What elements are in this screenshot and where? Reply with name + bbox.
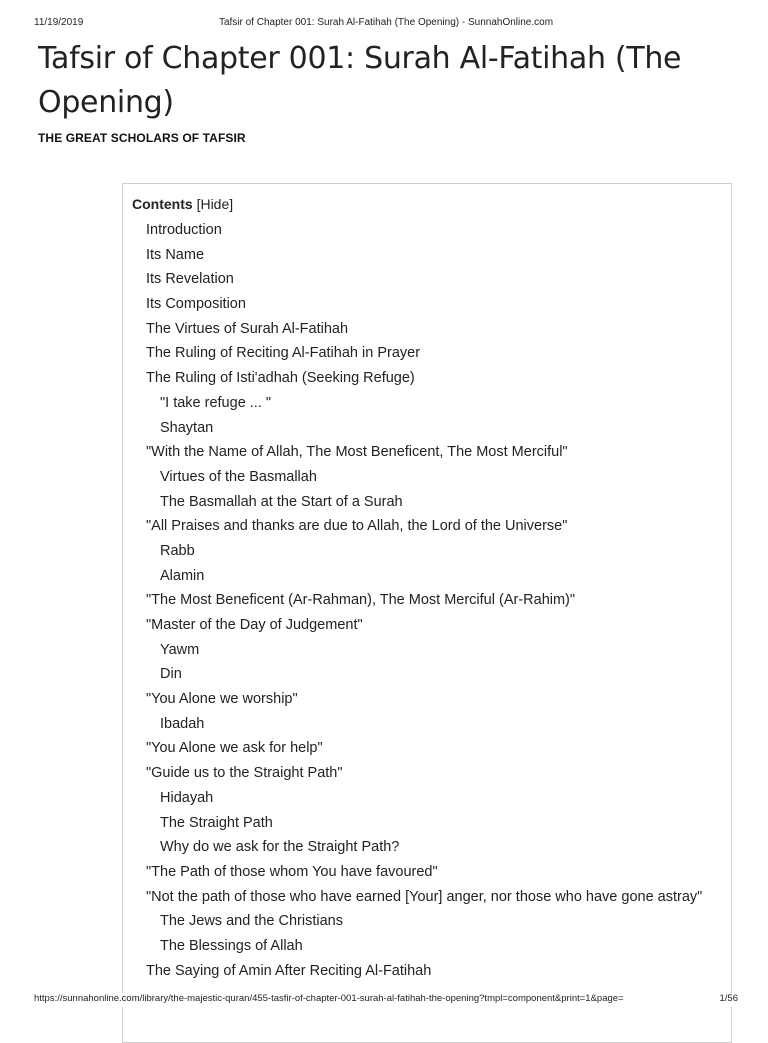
toc-hide-toggle[interactable]: [Hide]: [196, 196, 234, 212]
toc-item[interactable]: "Guide us to the Straight Path": [146, 765, 343, 782]
toc-item[interactable]: The Straight Path: [160, 814, 273, 831]
page-title: Tafsir of Chapter 001: Surah Al-Fatihah (The Opening): [38, 41, 682, 120]
toc-item[interactable]: "The Most Beneficent (Ar-Rahman), The Most Merciful (Ar-Rahim)": [146, 592, 576, 609]
toc-heading-label: Contents: [132, 196, 193, 212]
toc-item[interactable]: The Blessings of Allah: [160, 937, 303, 954]
toc-item[interactable]: The Jews and the Christians: [160, 913, 343, 930]
toc-item[interactable]: "I take refuge ... ": [160, 394, 272, 411]
toc-item[interactable]: The Basmallah at the Start of a Surah: [160, 493, 403, 510]
toc-item[interactable]: "With the Name of Allah, The Most Beneficent, The Most Merciful": [146, 444, 568, 461]
toc-heading: [132, 196, 233, 212]
toc-item[interactable]: Hidayah: [160, 789, 214, 806]
toc-item[interactable]: Its Composition: [146, 296, 246, 313]
toc-item[interactable]: Din: [160, 666, 182, 683]
toc-item[interactable]: Why do we ask for the Straight Path?: [160, 839, 400, 856]
toc-item[interactable]: Virtues of the Basmallah: [160, 468, 317, 485]
toc-item[interactable]: "You Alone we worship": [146, 691, 298, 708]
toc-item[interactable]: The Ruling of Reciting Al-Fatihah in Prayer: [146, 345, 421, 362]
print-url: https://sunnahonline.com/library/the-majestic-quran/455-tasfir-of-chapter-001-surah-al-fatihah-the-opening?tmpl=component&print=1&page=: [34, 993, 624, 1004]
toc-item[interactable]: "The Path of those whom You have favoured": [146, 863, 438, 880]
print-doc-title: Tafsir of Chapter 001: Surah Al-Fatihah (The Opening) - SunnahOnline.com: [218, 17, 554, 28]
toc-list: [123, 218, 731, 983]
print-header: [34, 17, 738, 31]
toc-item[interactable]: Alamin: [160, 567, 205, 584]
toc-item[interactable]: "You Alone we ask for help": [146, 740, 323, 757]
toc-item[interactable]: Yawm: [160, 641, 200, 658]
toc-item[interactable]: Its Revelation: [146, 271, 234, 288]
toc-item[interactable]: Shaytan: [160, 419, 214, 436]
toc-item[interactable]: The Ruling of Isti'adhah (Seeking Refuge): [146, 370, 415, 387]
print-date: 11/19/2019: [34, 17, 84, 28]
toc-item[interactable]: "Master of the Day of Judgement": [146, 617, 363, 633]
toc-item[interactable]: The Saying of Amin After Reciting Al-Fatihah: [146, 962, 432, 979]
print-footer: [34, 993, 738, 1007]
toc-item[interactable]: Its Name: [146, 246, 205, 263]
toc-item[interactable]: Ibadah: [160, 715, 205, 732]
table-of-contents: [122, 183, 732, 1043]
toc-item[interactable]: Rabb: [160, 542, 195, 559]
toc-item[interactable]: The Virtues of Surah Al-Fatihah: [146, 320, 349, 337]
print-page-number: 1/56: [719, 993, 738, 1004]
toc-item[interactable]: "All Praises and thanks are due to Allah, the Lord of the Universe": [146, 518, 568, 535]
page-subtitle: THE GREAT SCHOLARS OF TAFSIR: [38, 131, 246, 145]
toc-item[interactable]: Introduction: [146, 222, 222, 238]
toc-item[interactable]: "Not the path of those who have earned [Your] anger, nor those who have gone astray": [146, 888, 703, 905]
